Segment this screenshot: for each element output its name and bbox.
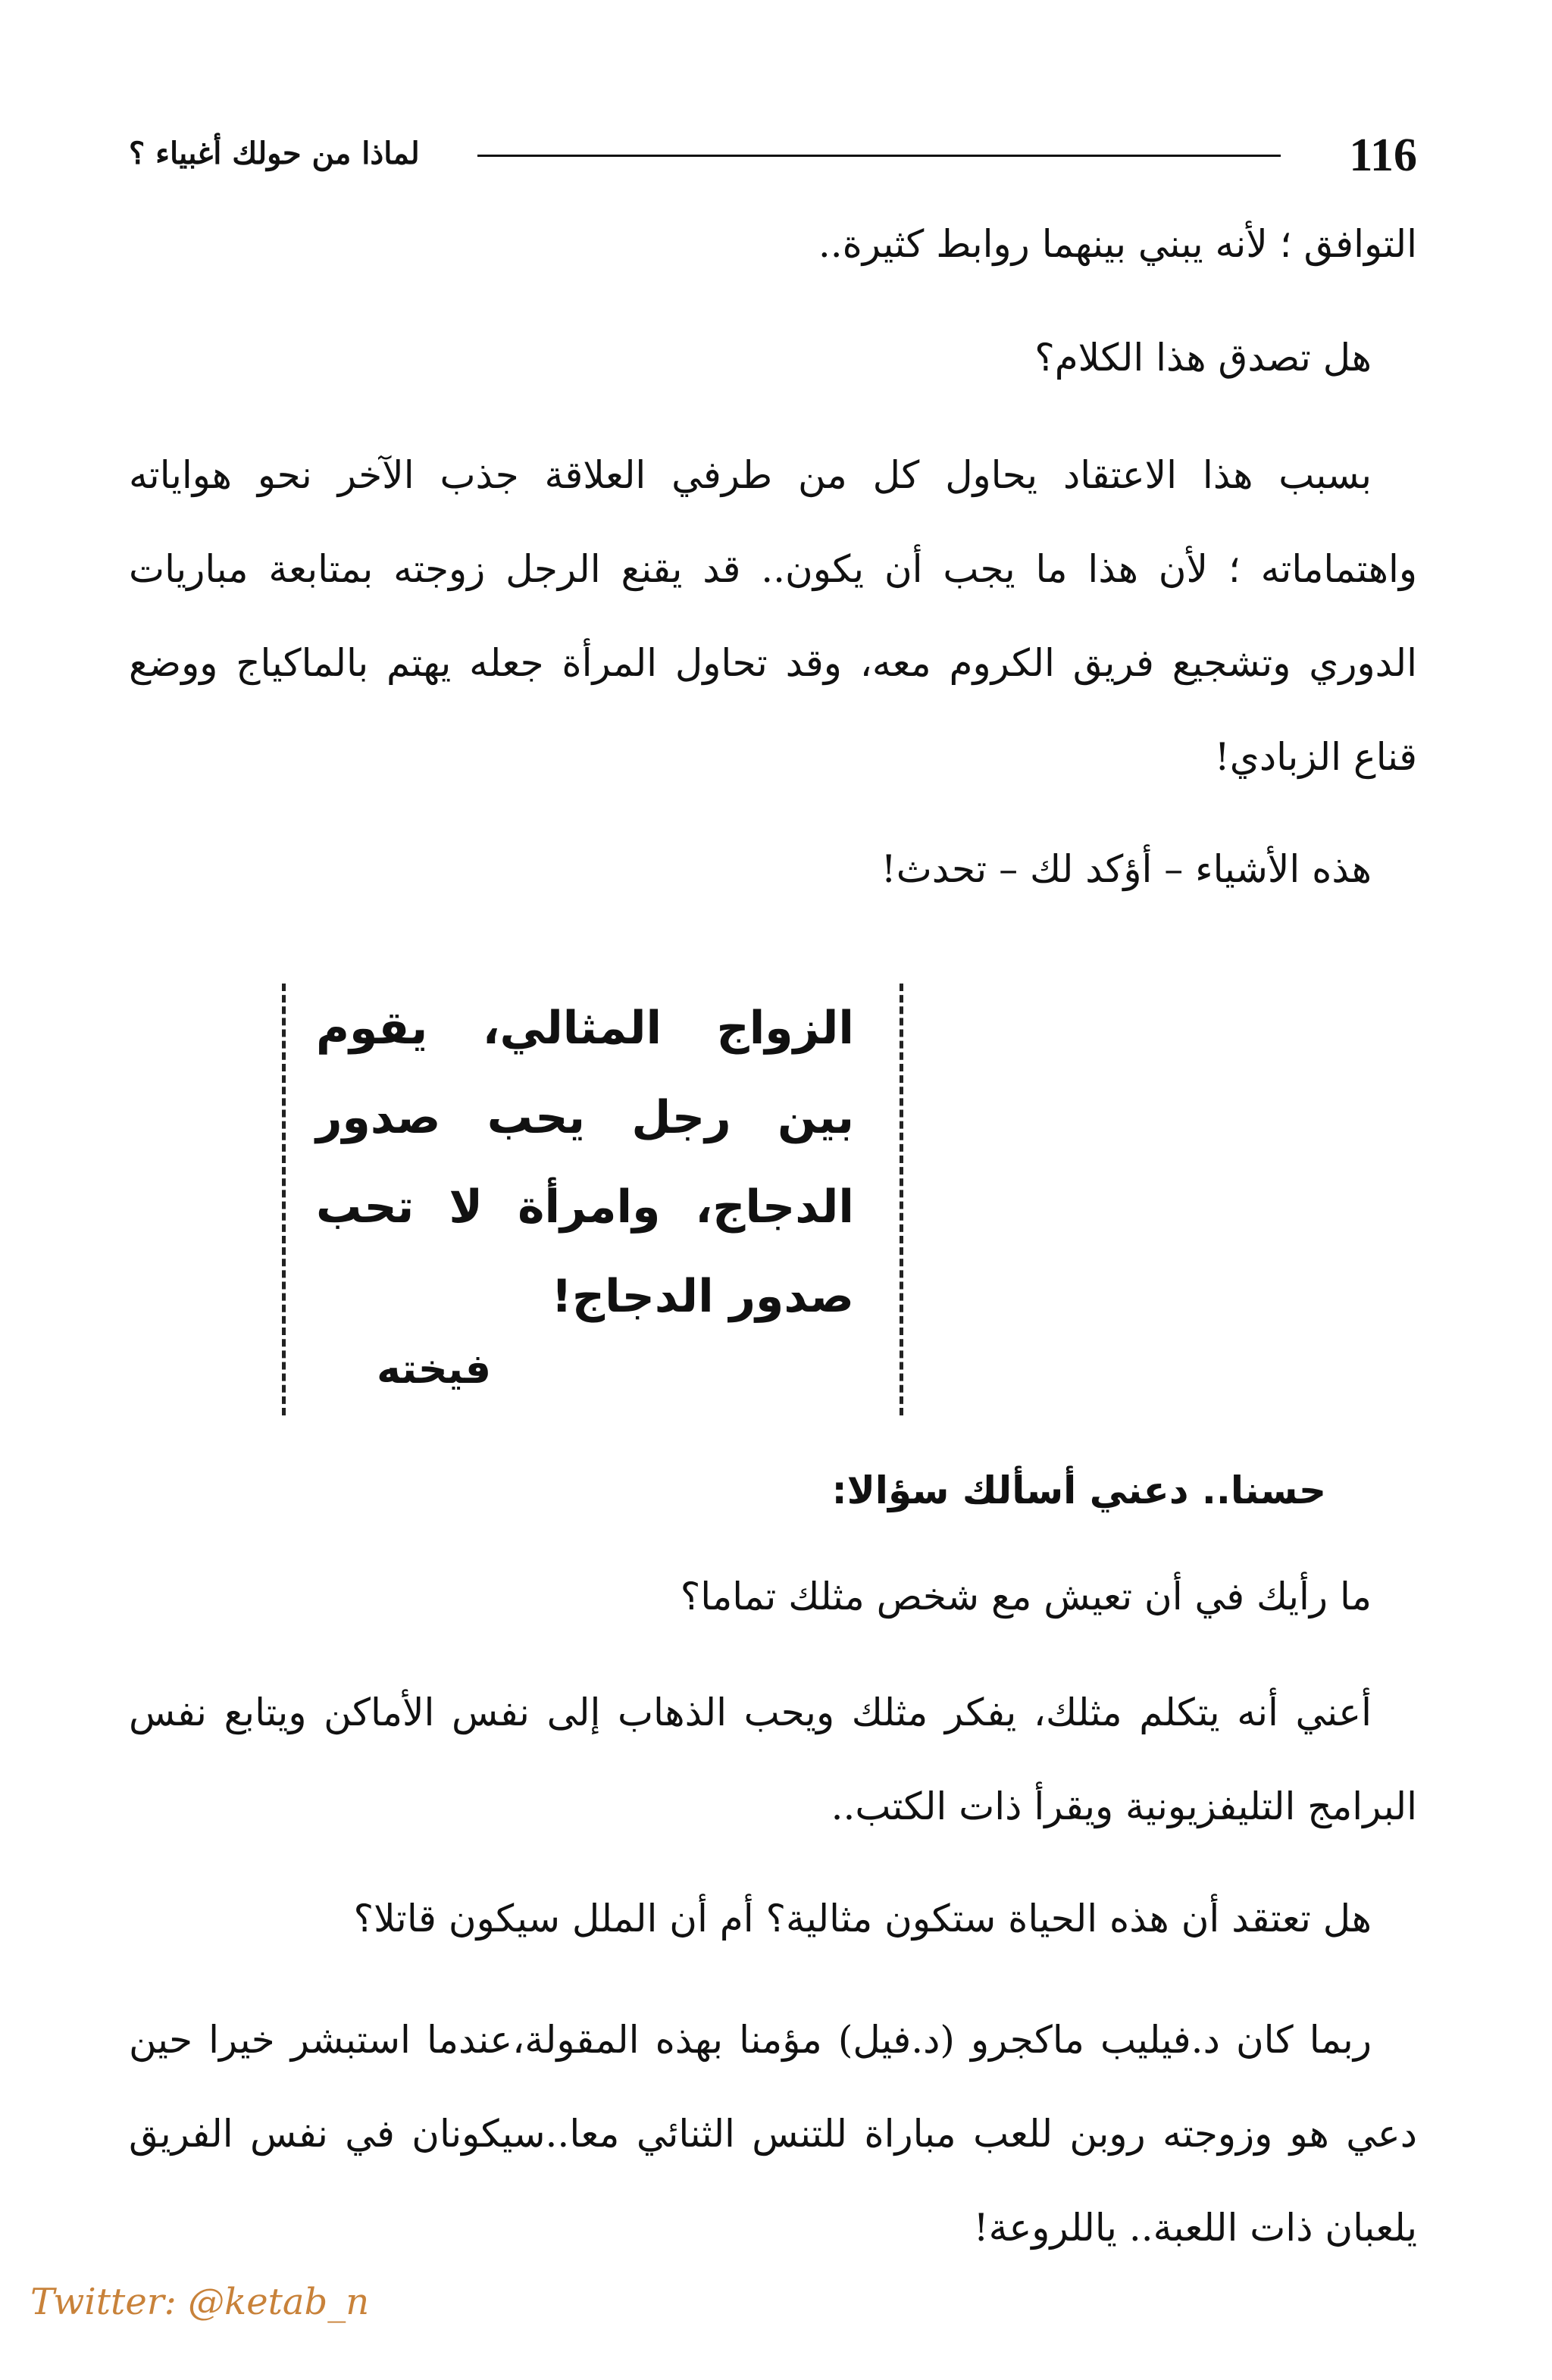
- running-title: لماذا من حولك أغبياء ؟: [129, 136, 420, 171]
- quote-box: [282, 984, 903, 1415]
- paragraph-7: هل تعتقد أن هذه الحياة ستكون مثالية؟ أم أن الملل سيكون قاتلا؟: [353, 1897, 1372, 1941]
- watermark: Twitter: @ketab_n: [30, 2281, 370, 2323]
- page-number: 116: [1349, 130, 1417, 181]
- paragraph-2: هل تصدق هذا الكلام؟: [1034, 336, 1372, 380]
- paragraph-8: ربما كان د.فيليب ماكجرو (د.فيل) مؤمنا بهذه المقولة،عندما استبشر خيرا حين دعي هو وزوجته روبن للعب مباراة للتنس الثنائي معا..سيكونان في نفس الفريق يلعبان ذات اللعبة.. ياللروعة!: [129, 2018, 1417, 2250]
- quote-author: فيخته: [377, 1345, 492, 1393]
- section-heading: حسنا.. دعني أسألك سؤالا:: [831, 1468, 1326, 1512]
- paragraph-1: التوافق ؛ لأنه يبني بينهما روابط كثيرة..: [818, 222, 1417, 266]
- page-header: [129, 121, 1417, 189]
- paragraph-3: بسبب هذا الاعتقاد يحاول كل من طرفي العلاقة جذب الآخر نحو هواياته واهتماماته ؛ لأن هذا ما يجب أن يكون.. قد يقنع الرجل زوجته بمتابعة مباريات الدوري وتشجيع فريق الكروم معه، وقد تحاول المرأة جعله يهتم بالماكياج ووضع قناع الزبادي!: [129, 453, 1417, 779]
- header-rule: [477, 155, 1281, 157]
- paragraph-5: ما رأيك في أن تعيش مع شخص مثلك تماما؟: [680, 1575, 1372, 1618]
- paragraph-4: هذه الأشياء – أؤكد لك – تحدث!: [881, 847, 1372, 891]
- quote-text: الزواج المثالي، يقوم بين رجل يحب صدور الدجاج، وامرأة لا تحب صدور الدجاج!: [316, 1002, 854, 1323]
- paragraph-6: أعني أنه يتكلم مثلك، يفكر مثلك ويحب الذهاب إلى نفس الأماكن ويتابع نفس البرامج التليفزيونية ويقرأ ذات الكتب..: [129, 1690, 1417, 1828]
